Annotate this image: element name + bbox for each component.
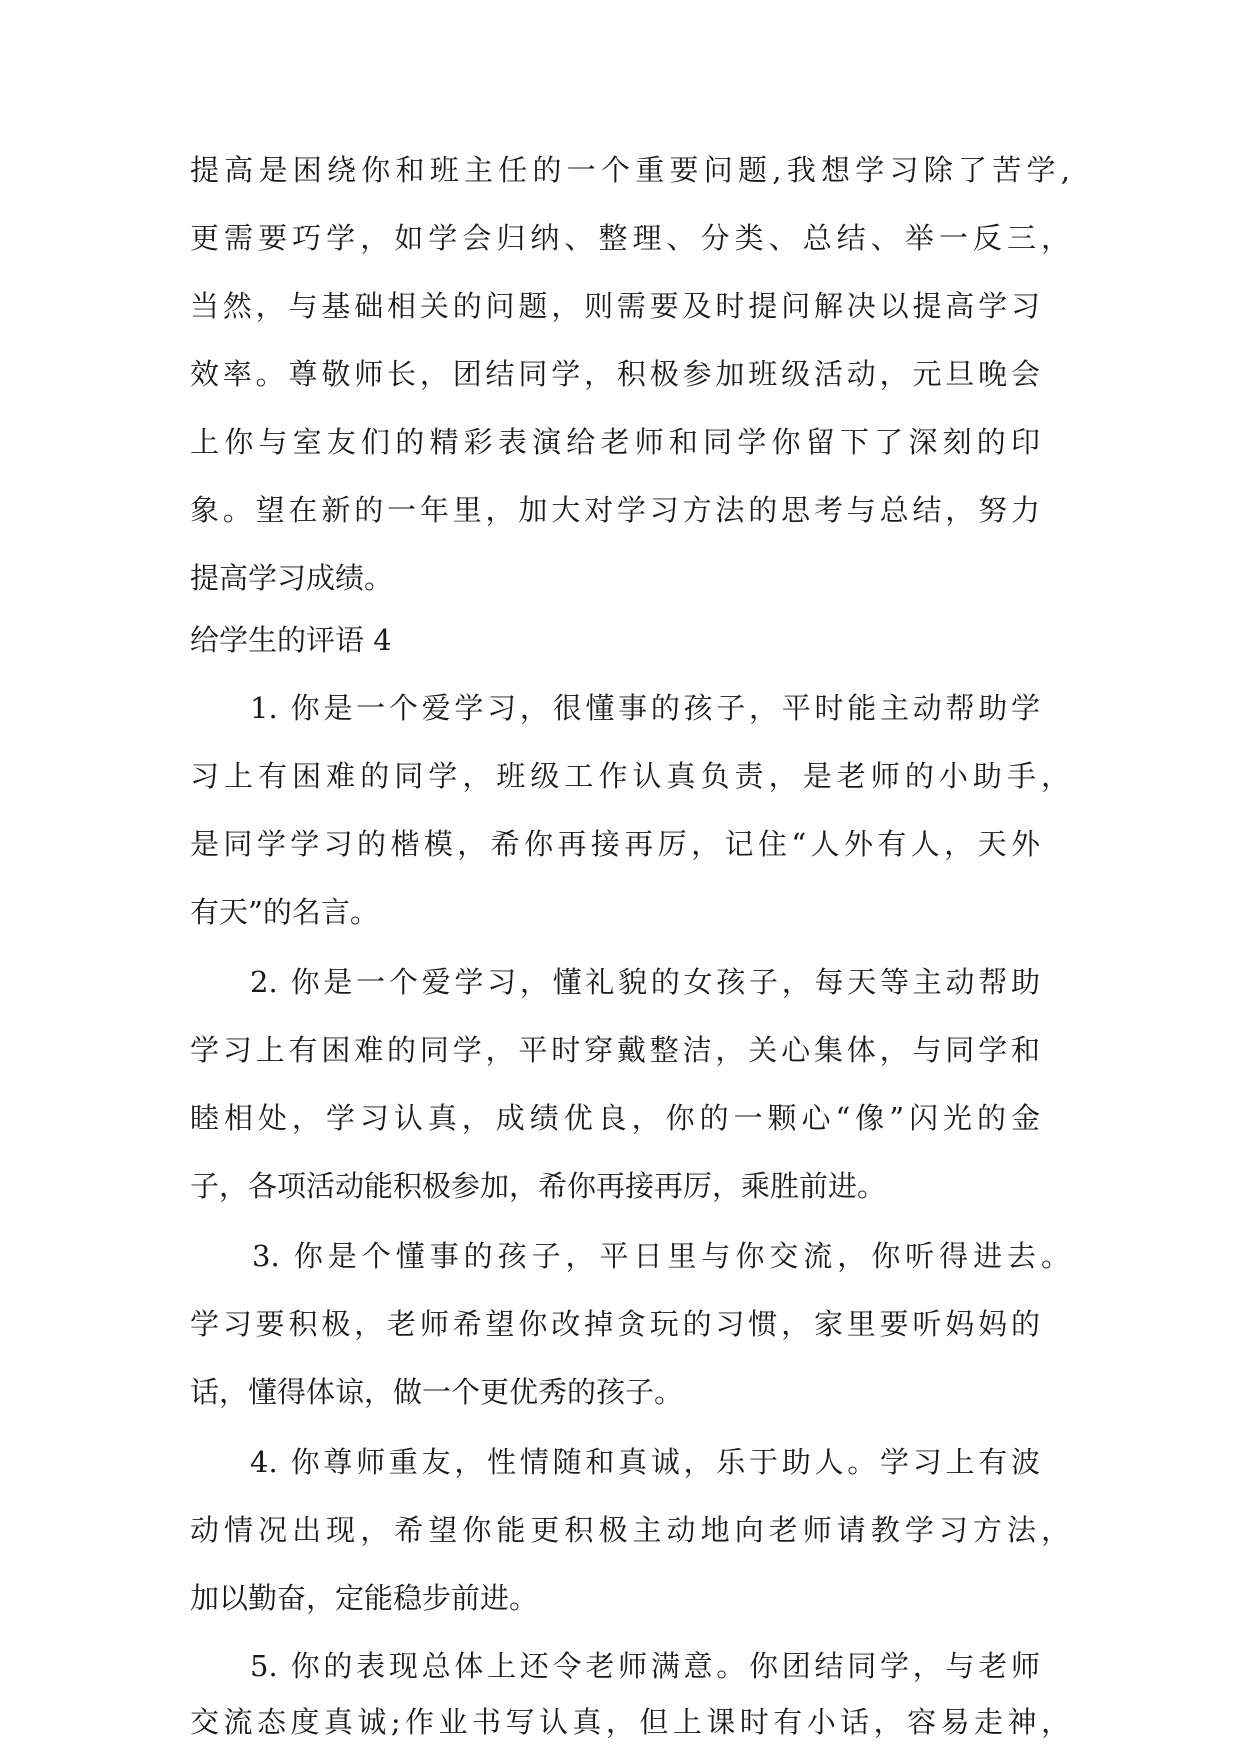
item-line: 习上有困难的同学，班级工作认真负责，是老师的小助手， [190,759,1070,793]
item-line: 动情况出现，希望你能更积极主动地向老师请教学习方法， [190,1513,1070,1547]
item-line: 加以勤奋，定能稳步前进。 [190,1581,539,1615]
item-line: 5. 你的表现总体上还令老师满意。你团结同学，与老师 [250,1649,1040,1683]
item-line: 有天”的名言。 [190,895,379,929]
intro-line: 提高是困绕你和班主任的一个重要问题,我想学习除了苦学, [190,153,1070,187]
intro-line: 效率。尊敬师长，团结同学，积极参加班级活动，元旦晚会 [190,357,1040,391]
section-title: 给学生的评语 4 [190,623,392,657]
item-line: 4. 你尊师重友，性情随和真诚，乐于助人。学习上有波 [250,1445,1040,1479]
intro-line: 上你与室友们的精彩表演给老师和同学你留下了深刻的印 [190,425,1040,459]
item-line: 交流态度真诚;作业书写认真，但上课时有小话，容易走神， [190,1705,1070,1739]
intro-line: 提高学习成绩。 [190,561,394,595]
item-line: 3. 你是个懂事的孩子，平日里与你交流，你听得进去。 [252,1239,1070,1273]
item-line: 2. 你是一个爱学习，懂礼貌的女孩子，每天等主动帮助 [250,965,1040,999]
item-line: 学习上有困难的同学，平时穿戴整洁，关心集体，与同学和 [190,1033,1040,1067]
item-line: 睦相处，学习认真，成绩优良，你的一颗心“像”闪光的金 [190,1101,1040,1135]
intro-line: 当然，与基础相关的问题，则需要及时提问解决以提高学习 [190,289,1040,323]
item-line: 子，各项活动能积极参加，希你再接再厉，乘胜前进。 [190,1169,887,1203]
item-line: 1. 你是一个爱学习，很懂事的孩子，平时能主动帮助学 [250,691,1040,725]
intro-line: 更需要巧学，如学会归纳、整理、分类、总结、举一反三， [190,221,1070,255]
intro-line: 象。望在新的一年里，加大对学习方法的思考与总结，努力 [190,493,1040,527]
item-line: 是同学学习的楷模，希你再接再厉，记住“人外有人，天外 [190,827,1040,861]
item-line: 话，懂得体谅，做一个更优秀的孩子。 [190,1375,684,1409]
item-line: 学习要积极，老师希望你改掉贪玩的习惯，家里要听妈妈的 [190,1307,1040,1341]
